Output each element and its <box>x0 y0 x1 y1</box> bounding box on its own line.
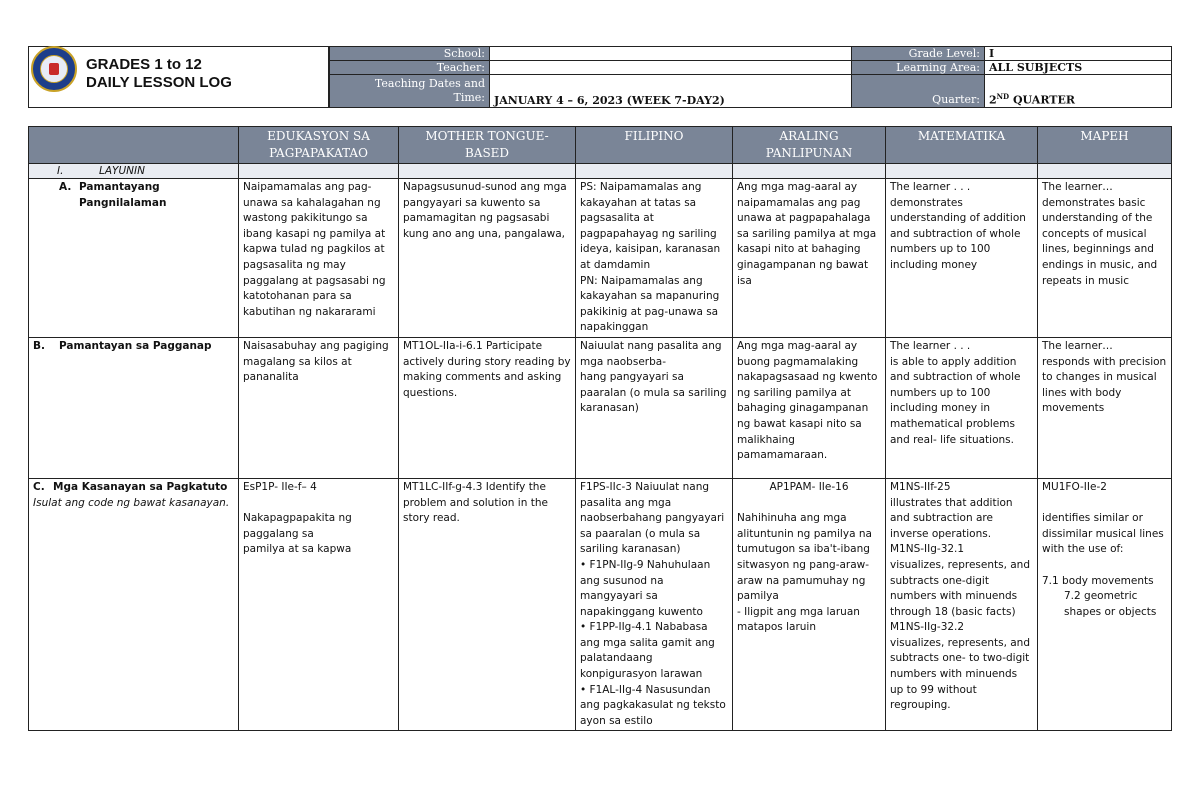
teaching-dates-label: Teaching Dates and Time: <box>330 75 490 108</box>
ap-competency: Nahihinuha ang mga alituntunin ng pamilya na tumutugon sa iba't-ibang sitwasyon ng pang-araw-araw na pamumuhay ng pamilya - Iligpit ang mga laruan matapos laruin <box>737 512 872 634</box>
school-value[interactable] <box>490 47 852 61</box>
teacher-label: Teacher: <box>330 61 490 75</box>
learning-area-label: Learning Area: <box>852 61 985 75</box>
mapeh-item-1: 7.1 body movements <box>1042 574 1154 587</box>
grade-level-label: Grade Level: <box>852 47 985 61</box>
ap-code: AP1PAM- IIe-16 <box>769 480 849 493</box>
table-row-mga-kasanayan <box>29 478 1172 731</box>
cell-a-mtb: Napagsusunud-sunod ang mga pangyayari sa kuwento sa pamamagitan ng pagsasabi kung ano ang una, pangalawa, <box>399 179 576 338</box>
lesson-log-table <box>28 126 1172 731</box>
cell-a-filipino: PS: Naipamamalas ang kakayahan at tatas sa pagsasalita at pagpapahayag ng sariling ideya, kaisipan, karanasan at damdamin PN: Naipamamalas ang kakayahan sa mapanuring pakikinig at pag-unawa sa napakinggan <box>576 179 733 338</box>
cell-c-esp <box>239 478 399 731</box>
cell-b-filipino: Naiuulat nang pasalita ang mga naobserba- hang pangyayari sa paaralan (o mula sa sariling karanasan) <box>576 337 733 478</box>
col-header-filipino: FILIPINO <box>576 127 733 164</box>
grade-level-value[interactable]: I <box>985 47 1172 61</box>
col-header-mapeh: MAPEH <box>1038 127 1172 164</box>
mapeh-code: MU1FO-IIe-2 <box>1042 480 1107 493</box>
layunin-label: I. LAYUNIN <box>29 164 239 179</box>
learning-area-value[interactable]: ALL SUBJECTS <box>985 61 1172 75</box>
title-line-2: DAILY LESSON LOG <box>86 74 232 91</box>
cell-b-esp: Naisasabuhay ang pagiging magalang sa kilos at pananalita <box>239 337 399 478</box>
deped-seal-logo <box>31 46 77 92</box>
title-line-1: GRADES 1 to 12 <box>86 56 202 73</box>
mapeh-item-2: 7.2 geometric shapes or objects <box>1064 590 1157 618</box>
table-row-pamantayan-sa-pagganap <box>29 337 1172 478</box>
cell-c-mtb: MT1LC-IIf-g-4.3 Identify the problem and solution in the story read. <box>399 478 576 731</box>
col-header-matematika: MATEMATIKA <box>886 127 1038 164</box>
page-title <box>86 56 232 92</box>
mapeh-competency: identifies similar or dissimilar musical lines with the use of: <box>1042 512 1164 556</box>
row-label-a: A. Pamantayang Pangnilalaman <box>29 179 239 338</box>
cell-b-math: The learner . . . is able to apply addition and subtraction of whole numbers up to 100 including money in mathematical problems and real- life situations. <box>886 337 1038 478</box>
row-label-b: B. Pamantayan sa Pagganap <box>29 337 239 478</box>
quarter-value[interactable]: 2ND QUARTER <box>985 75 1172 108</box>
quarter-label: Quarter: <box>852 75 985 108</box>
cell-c-ap <box>733 478 886 731</box>
school-label: School: <box>330 47 490 61</box>
teaching-dates-value[interactable]: JANUARY 4 – 6, 2023 (WEEK 7-DAY2) <box>490 75 852 108</box>
cell-a-ap: Ang mga mag-aaral ay naipamamalas ang pag unawa at pagpapahalaga sa sariling pamilya at mga kasapi nito at bahaging ginagampanan ng bawat isa <box>733 179 886 338</box>
cell-b-mapeh: The learner… responds with precision to changes in musical lines with body movements <box>1038 337 1172 478</box>
table-row-pamantayang-pangnilalaman <box>29 179 1172 338</box>
row-label-c: C. Mga Kasanayan sa Pagkatuto Isulat ang code ng bawat kasanayan. <box>29 478 239 731</box>
cell-c-math: M1NS-IIf-25 illustrates that addition and subtraction are inverse operations. M1NS-IIg-32.1 visualizes, represents, and subtracts one-digit numbers with minuends through 18 (basic facts) M1NS-IIg-32.2 visualizes, represents, and subtracts one- to two-digit numbers with minuends up to 99 without regrouping. <box>886 478 1038 731</box>
row-c-note: Isulat ang code ng bawat kasanayan. <box>33 496 230 509</box>
col-header-araling-panlipunan: ARALING PANLIPUNAN <box>733 127 886 164</box>
esp-code: EsP1P- IIe-f– 4 <box>243 480 317 493</box>
cell-b-mtb: MT1OL-IIa-i-6.1 Participate actively during story reading by making comments and asking questions. <box>399 337 576 478</box>
col-header-mtb: MOTHER TONGUE- BASED <box>399 127 576 164</box>
col-header-esp: EDUKASYON SA PAGPAPAKATAO <box>239 127 399 164</box>
teacher-value[interactable] <box>490 61 852 75</box>
cell-b-ap: Ang mga mag-aaral ay buong pagmamalaking nakapagsasaad ng kwento ng sariling pamilya at bahaging ginagampanan ng bawat kasapi nito sa malikhaing pamamamaraan. <box>733 337 886 478</box>
cell-c-filipino: F1PS-IIc-3 Naiuulat nang pasalita ang mga naobserbahang pangyayari sa paaralan (o mula sa sariling karanasan) • F1PN-IIg-9 Nahuhulaan ang susunod na mangyayari sa napakinggang kuwento • F1PP-IIg-4.1 Nababasa ang mga salita gamit ang palatandaang konpigurasyon larawan • F1AL-IIg-4 Nasusundan ang pagkakasulat ng teksto ayon sa estilo <box>576 478 733 731</box>
esp-competency: Nakapagpapakita ng paggalang sa pamilya at sa kapwa <box>243 512 352 556</box>
cell-a-mapeh: The learner… demonstrates basic understanding of the concepts of musical lines, beginnings and endings in music, and repeats in music <box>1038 179 1172 338</box>
cell-c-mapeh <box>1038 478 1172 731</box>
cell-a-math: The learner . . . demonstrates understanding of addition and subtraction of whole numbers up to 100 including money <box>886 179 1038 338</box>
header-blank <box>29 127 239 164</box>
cell-a-esp: Naipamamalas ang pag-unawa sa kahalagahan ng wastong pakikitungo sa ibang kasapi ng pamilya at kapwa tulad ng pagkilos at pagsasalita ng may paggalang at pagsasabi ng katotohanan para sa kabutihan ng nakararami <box>239 179 399 338</box>
header-info-table <box>329 46 1172 108</box>
layunin-row <box>29 164 1172 179</box>
